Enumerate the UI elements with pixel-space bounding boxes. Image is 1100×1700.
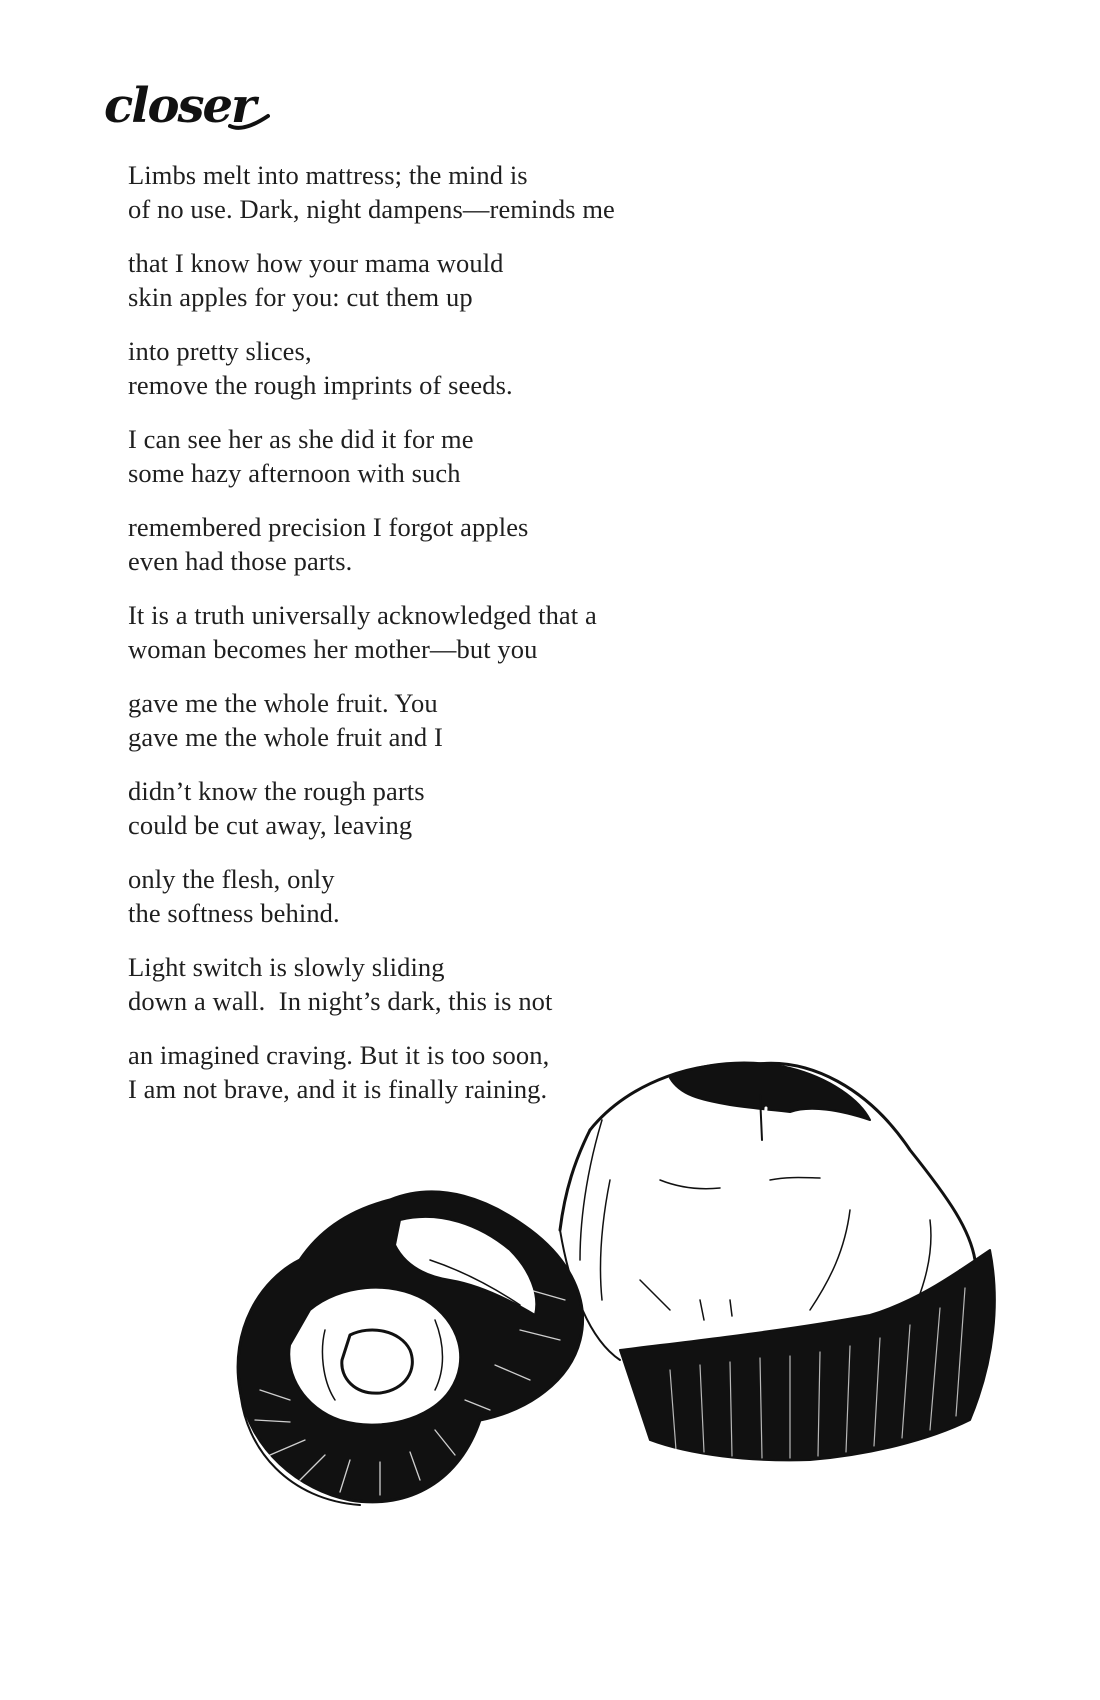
stanza: [128, 686, 768, 754]
stanza: [128, 774, 768, 842]
poem-line: remove the rough imprints of seeds.: [128, 370, 513, 400]
poem-line: only the flesh, only: [128, 864, 335, 894]
poem-line: could be cut away, leaving: [128, 810, 413, 840]
stanza: [128, 862, 768, 930]
stanza: [128, 598, 768, 666]
title-flourish-icon: [228, 112, 270, 132]
poem-line: the softness behind.: [128, 898, 340, 928]
poem-line: gave me the whole fruit. You: [128, 688, 438, 718]
poem-line: gave me the whole fruit and I: [128, 722, 443, 752]
poem-line: of no use. Dark, night dampens—reminds me: [128, 194, 615, 224]
poem-line: even had those parts.: [128, 546, 353, 576]
poem-line: some hazy afternoon with such: [128, 458, 461, 488]
poem-line: I can see her as she did it for me: [128, 424, 474, 454]
poem-line: an imagined craving. But it is too soon,: [128, 1040, 550, 1070]
stanza: [128, 950, 768, 1018]
apple-whole-icon: [560, 1063, 995, 1461]
poem-line: woman becomes her mother—but you: [128, 634, 538, 664]
poem-line: remembered precision I forgot apples: [128, 512, 529, 542]
poem-line: Light switch is slowly sliding: [128, 952, 445, 982]
stanza: [128, 246, 768, 314]
poem-line: into pretty slices,: [128, 336, 312, 366]
stanza: [128, 510, 768, 578]
poem-line: didn’t know the rough parts: [128, 776, 425, 806]
stanza: [128, 334, 768, 402]
poem-line: down a wall. In night’s dark, this is not: [128, 986, 553, 1016]
poem-line: that I know how your mama would: [128, 248, 504, 278]
poem-title: closer: [104, 78, 255, 134]
poem-line: It is a truth universally acknowledged that a: [128, 600, 597, 630]
poem-body: [128, 158, 768, 1126]
poem-line: skin apples for you: cut them up: [128, 282, 473, 312]
stanza: [128, 422, 768, 490]
peeled-apple-drawing-icon: [230, 1060, 1070, 1660]
apple-half-icon: [238, 1192, 582, 1505]
stanza: [128, 158, 768, 226]
poem-line: I am not brave, and it is finally raining.: [128, 1074, 548, 1104]
poem-line: Limbs melt into mattress; the mind is: [128, 160, 528, 190]
